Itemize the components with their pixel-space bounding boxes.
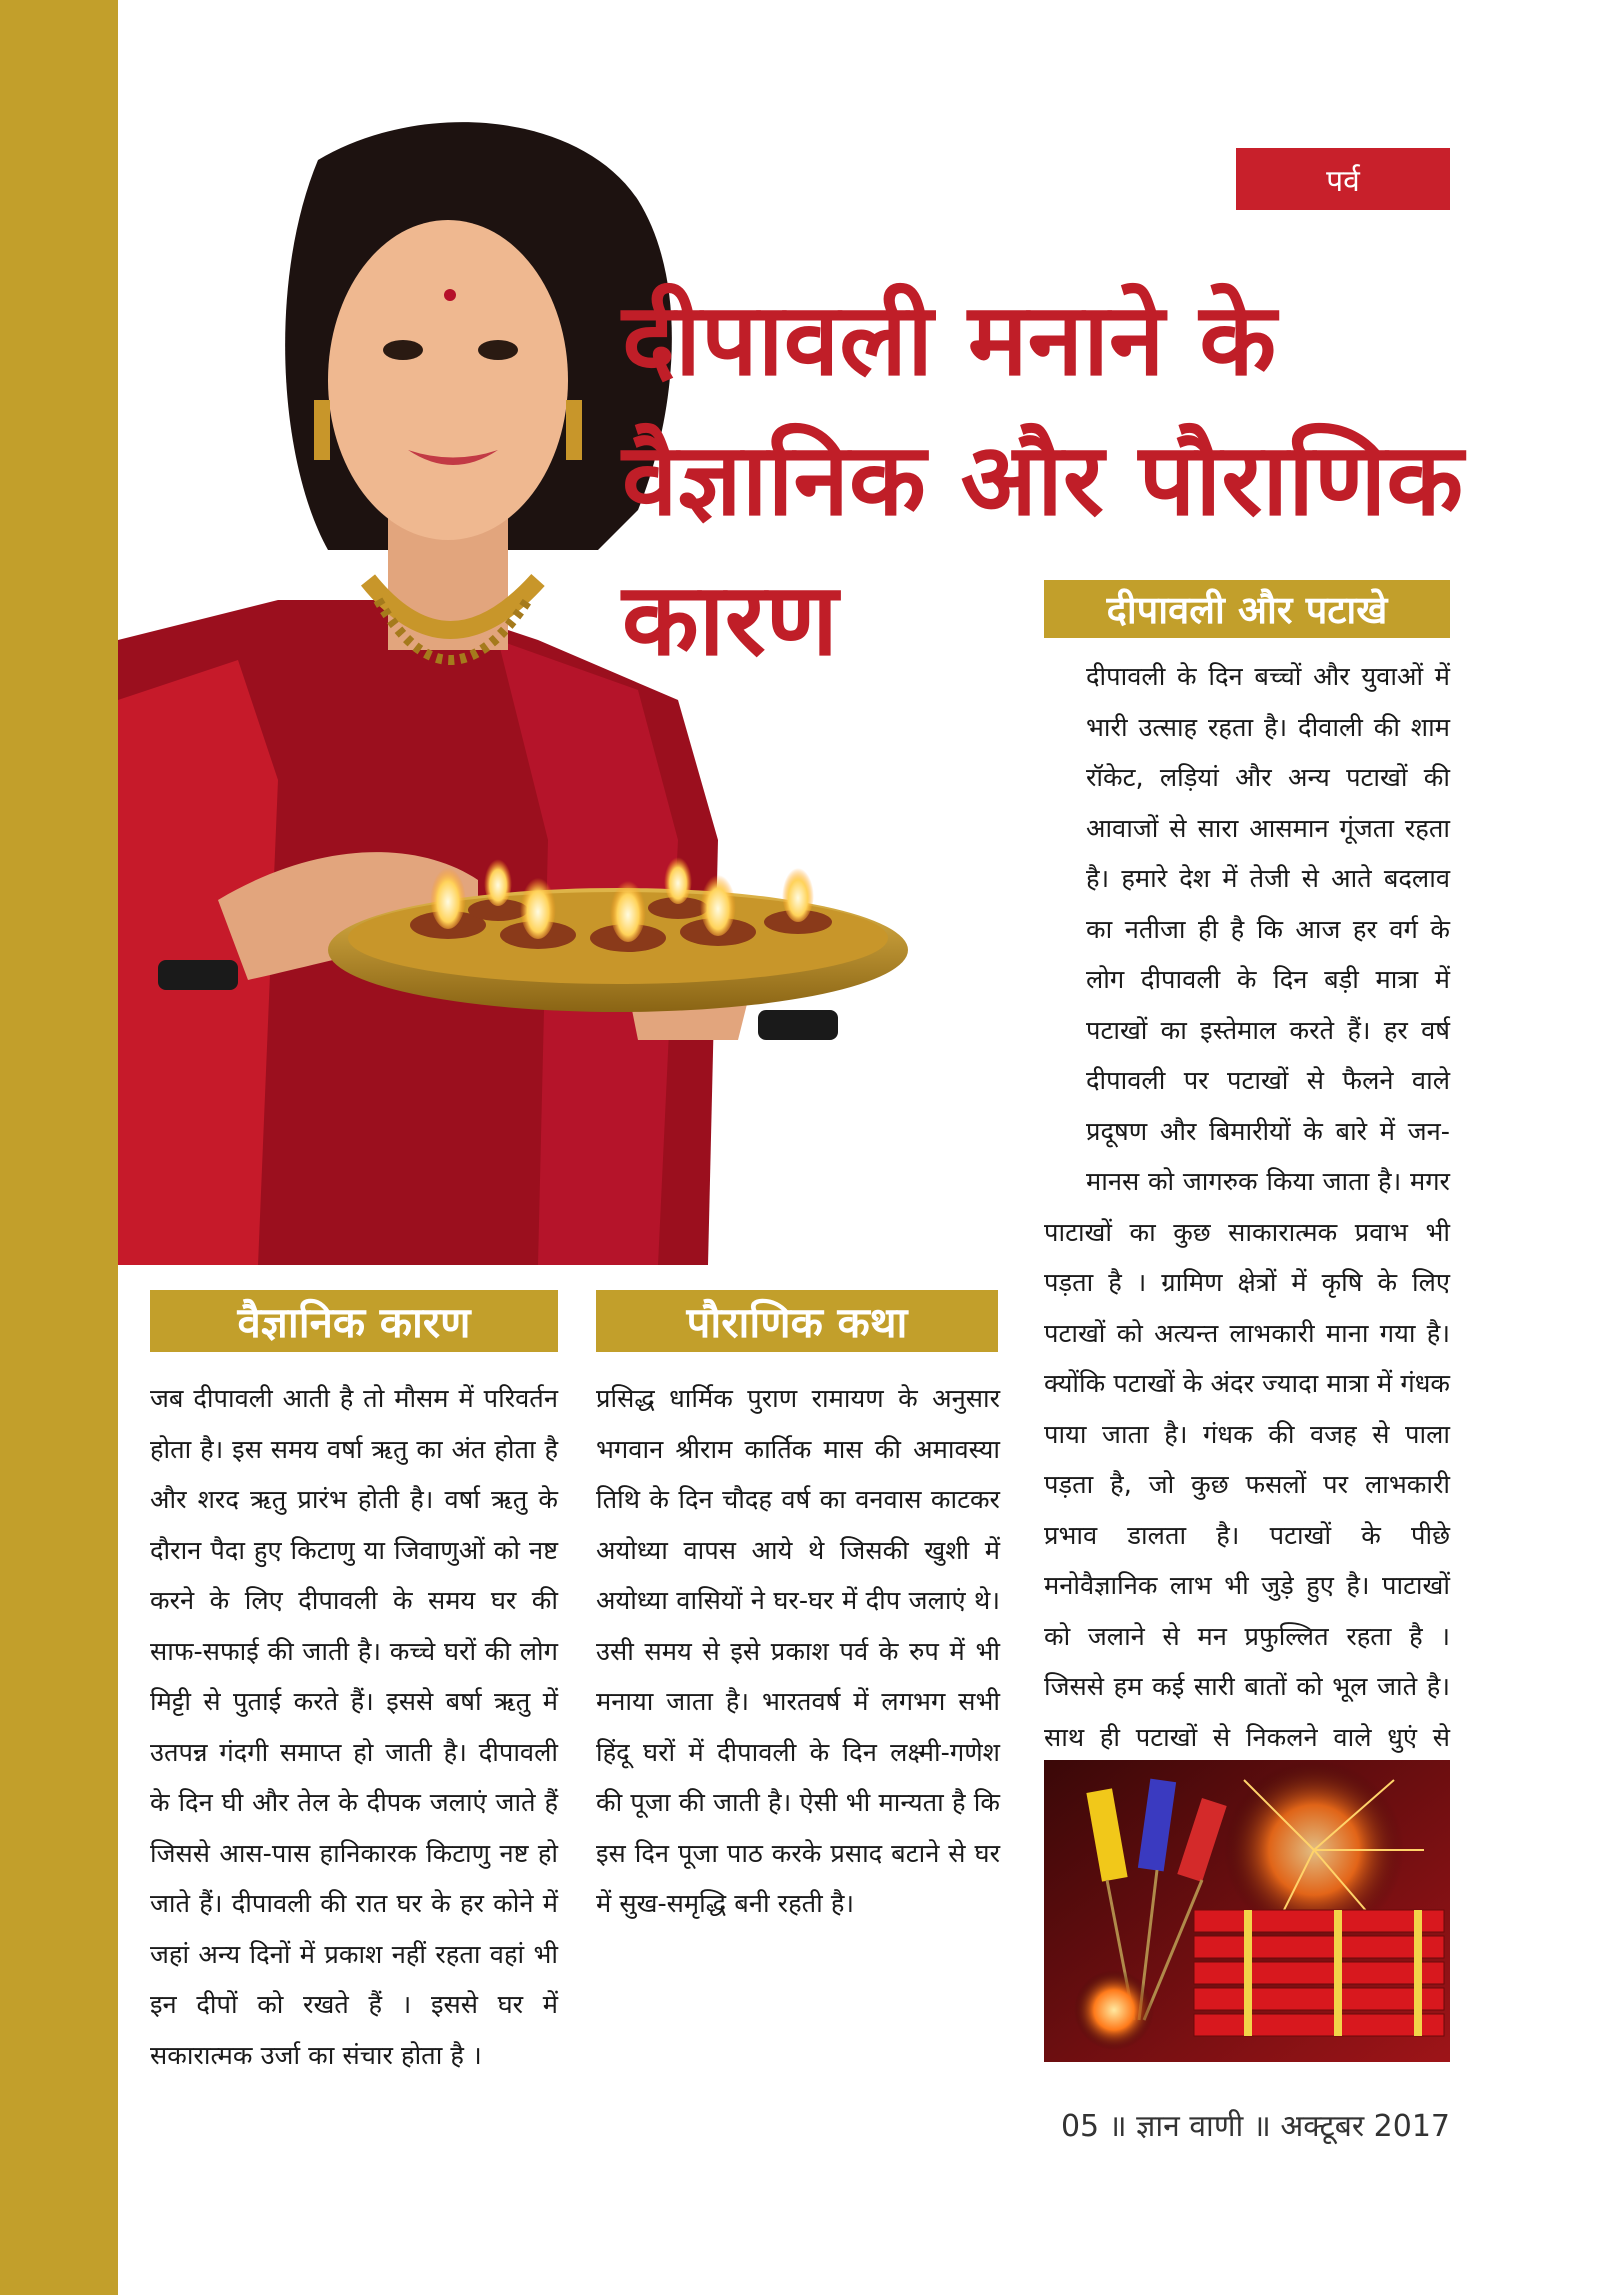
category-tag: पर्व (1236, 148, 1450, 210)
gold-margin-strip (0, 0, 118, 2295)
article-text-mythological: प्रसिद्ध धार्मिक पुराण रामायण के अनुसार भगवान श्रीराम कार्तिक मास की अमावस्या तिथि के दिन चौदह वर्ष का वनवास काटकर अयोध्या वापस आये थे जिसकी खुशी में अयोध्या वासियों ने घर-घर में दीप जलाएं थे। उसी समय से इसे प्रकाश पर्व के रुप में भी मनाया जाता है। भारतवर्ष में लगभग सभी हिंदू घरों में दीपावली के दिन लक्ष्मी-गणेश की पूजा की जाती है। ऐसी भी मान्यता है कि इस दिन पूजा पाठ करके प्रसाद बटाने से घर में सुख-समृद्धि बनी रहती है। (596, 1384, 1000, 1919)
article-body-firecrackers (1044, 652, 1450, 1814)
page-footer: 05 ॥ ज्ञान वाणी ॥ अक्टूबर 2017 (1060, 2109, 1450, 2144)
section-heading-firecrackers: दीपावली और पटाखे (1044, 580, 1450, 638)
section-heading-scientific: वैज्ञानिक कारण (150, 1290, 558, 1352)
article-text-firecrackers: दीपावली के दिन बच्चों और युवाओं में भारी उत्साह रहता है। दीवाली की शाम रॉकेट, लड़ियां और अन्य पटाखों की आवाजों से सारा आसमान गूंजता रहता है। हमारे देश में तेजी से आते बदलाव का नतीजा ही है कि आज हर वर्ग के लोग दीपावली के दिन बड़ी मात्रा में पटाखों का इस्तेमाल करते हैं। हर वर्ष दीपावली पर पटाखों से फैलने वाले प्रदूषण और बिमारीयों के बारे में जन-मानस को जागरुक किया जाता है। मगर पाटाखों का कुछ साकारात्मक प्रवाभ भी पड़ता है । ग्रामिण क्षेत्रों में कृषि के लिए पटाखों को अत्यन्त लाभकारी माना गया है। क्योंकि पटाखों के अंदर ज्यादा मात्रा में गंधक पाया जाता है। गंधक की वजह से पाला पड़ता है, जो कुछ फसलों पर लाभकारी प्रभाव डालता है। पटाखों के पीछे मनोवैज्ञानिक लाभ भी जुड़े हुए है। पाटाखों को जलाने से मन प्रफुल्लित रहता है । जिससे हम कई सारी बातों को भूल जाते है। साथ ही पटाखों से निकलने वाले धुएं से (1044, 662, 1450, 1753)
firecrackers-image (1044, 1760, 1450, 2062)
text-wrap-spacer (1044, 904, 1086, 1160)
section-heading-mythological: पौराणिक कथा (596, 1290, 998, 1352)
article-title: दीपावली मनाने के वैज्ञानिक और पौराणिक कारण (622, 281, 1464, 678)
article-text-scientific: जब दीपावली आती है तो मौसम में परिवर्तन होता है। इस समय वर्षा ऋतु का अंत होता है और शरद ऋतु प्रारंभ होती है। वर्षा ऋतु के दौरान पैदा हुए किटाणु या जिवाणुओं को नष्ट करने के लिए दीपावली के समय घर की साफ-सफाई की जाती है। कच्चे घरों की लोग मिट्टी से पुताई करते हैं। इससे बर्षा ऋतु में उतपन्न गंदगी समाप्त हो जाती है। दीपावली के दिन घी और तेल के दीपक जलाएं जाते हैं जिससे आस-पास हानिकारक किटाणु नष्ट हो जाते हैं। दीपावली की रात घर के हर कोने में जहां अन्य दिनों में प्रकाश नहीं रहता वहां भी इन दीपों को रखते हैं । इससे घर में सकारात्मक उर्जा का संचार होता है । (150, 1384, 558, 2071)
